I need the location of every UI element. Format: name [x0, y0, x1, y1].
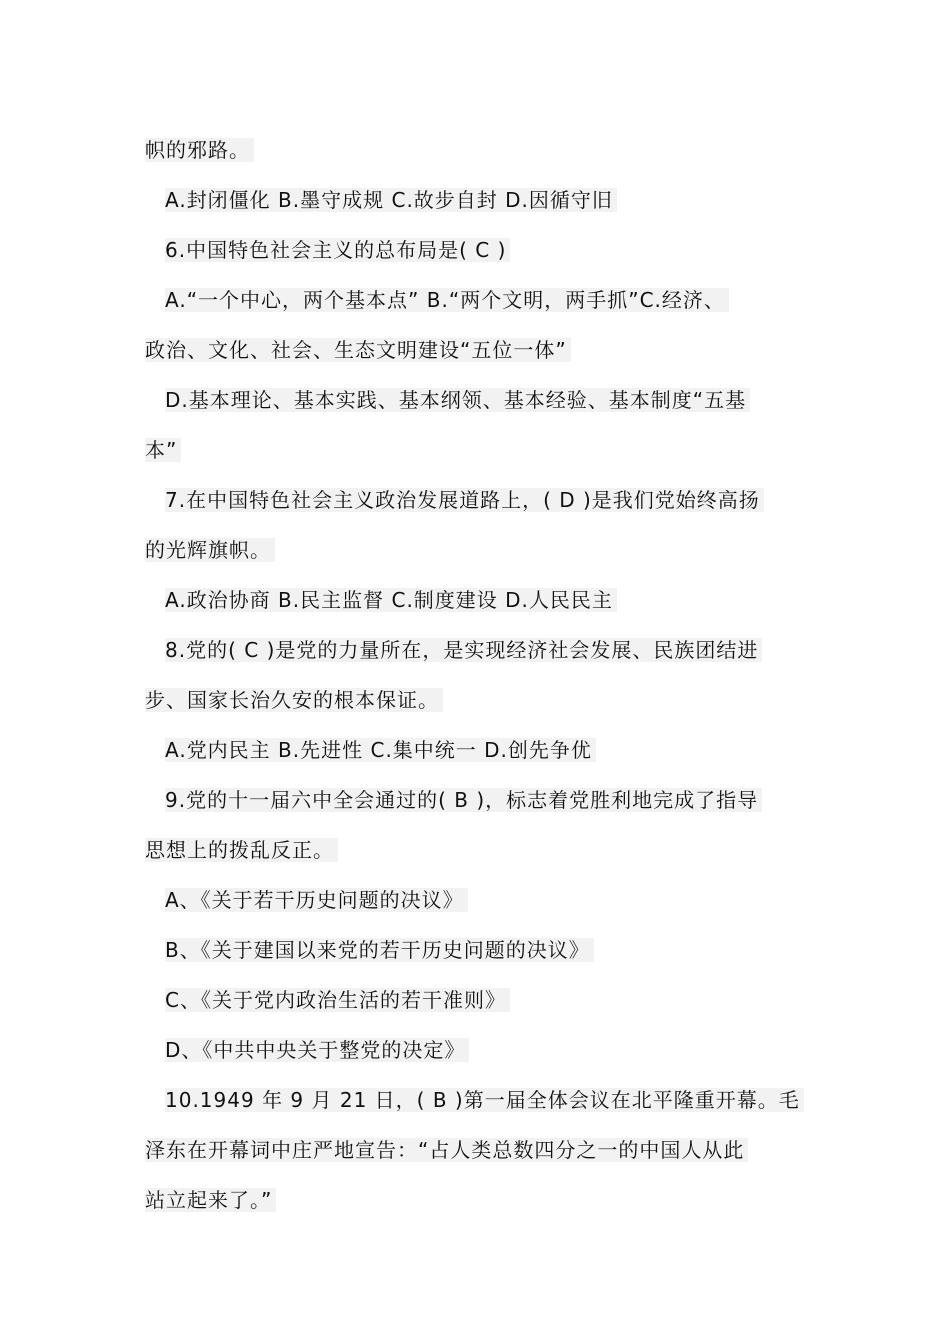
answer-option-q6-d — [145, 384, 750, 416]
text-line — [145, 1184, 276, 1216]
answer-options-q5 — [145, 184, 617, 216]
text-line-content: D.基本理论、基本实践、基本纲领、基本经验、基本制度“五基 — [165, 388, 750, 412]
text-line — [145, 834, 338, 866]
text-line — [145, 684, 443, 716]
text-line — [145, 534, 275, 566]
text-line-content: D、《中共中央关于整党的决定》 — [165, 1038, 469, 1062]
text-line-content: A.封闭僵化 B.墨守成规 C.故步自封 D.因循守旧 — [165, 188, 617, 212]
question-6 — [145, 234, 510, 266]
text-line-content: 8.党的( C )是党的力量所在，是实现经济社会发展、民族团结进 — [165, 638, 762, 662]
question-9 — [145, 784, 762, 816]
answer-option-q9-c — [145, 984, 510, 1016]
text-line-content: 9.党的十一届六中全会通过的( B )，标志着党胜利地完成了指导 — [165, 788, 762, 812]
text-line-content: 6.中国特色社会主义的总布局是( C ) — [165, 238, 510, 262]
text-line-content: 7.在中国特色社会主义政治发展道路上，( D )是我们党始终高扬 — [165, 488, 764, 512]
text-line-content: A.党内民主 B.先进性 C.集中统一 D.创先争优 — [165, 738, 596, 762]
answer-options-q6 — [145, 284, 729, 316]
question-10 — [145, 1084, 804, 1116]
text-line — [145, 434, 181, 466]
answer-option-q9-a — [145, 884, 468, 916]
text-line-content: 的光辉旗帜。 — [145, 538, 275, 562]
text-line-content: C、《关于党内政治生活的若干准则》 — [165, 988, 510, 1012]
text-line-content: A.“一个中心，两个基本点” B.“两个文明，两手抓”C.经济、 — [165, 288, 729, 312]
text-line — [145, 134, 254, 166]
text-line-content: 10.1949 年 9 月 21 日，( B )第一届全体会议在北平隆重开幕。毛 — [165, 1088, 804, 1112]
text-line-content: B、《关于建国以来党的若干历史问题的决议》 — [165, 938, 594, 962]
text-line-content: A、《关于若干历史问题的决议》 — [165, 888, 468, 912]
text-line — [145, 1134, 748, 1166]
text-line-content: 本” — [145, 438, 181, 462]
text-line-content: 政治、文化、社会、生态文明建设“五位一体” — [145, 338, 571, 362]
question-7 — [145, 484, 764, 516]
question-8 — [145, 634, 762, 666]
text-line-content: 站立起来了。” — [145, 1188, 276, 1212]
text-line-content: A.政治协商 B.民主监督 C.制度建设 D.人民民主 — [165, 588, 617, 612]
answer-option-q9-b — [145, 934, 594, 966]
text-line-content: 帜的邪路。 — [145, 138, 254, 162]
answer-options-q7 — [145, 584, 617, 616]
answer-option-q9-d — [145, 1034, 469, 1066]
text-line-content: 泽东在开幕词中庄严地宣告：“占人类总数四分之一的中国人从此 — [145, 1138, 748, 1162]
answer-options-q8 — [145, 734, 596, 766]
text-line — [145, 334, 571, 366]
text-line-content: 思想上的拨乱反正。 — [145, 838, 338, 862]
text-line-content: 步、国家长治久安的根本保证。 — [145, 688, 443, 712]
